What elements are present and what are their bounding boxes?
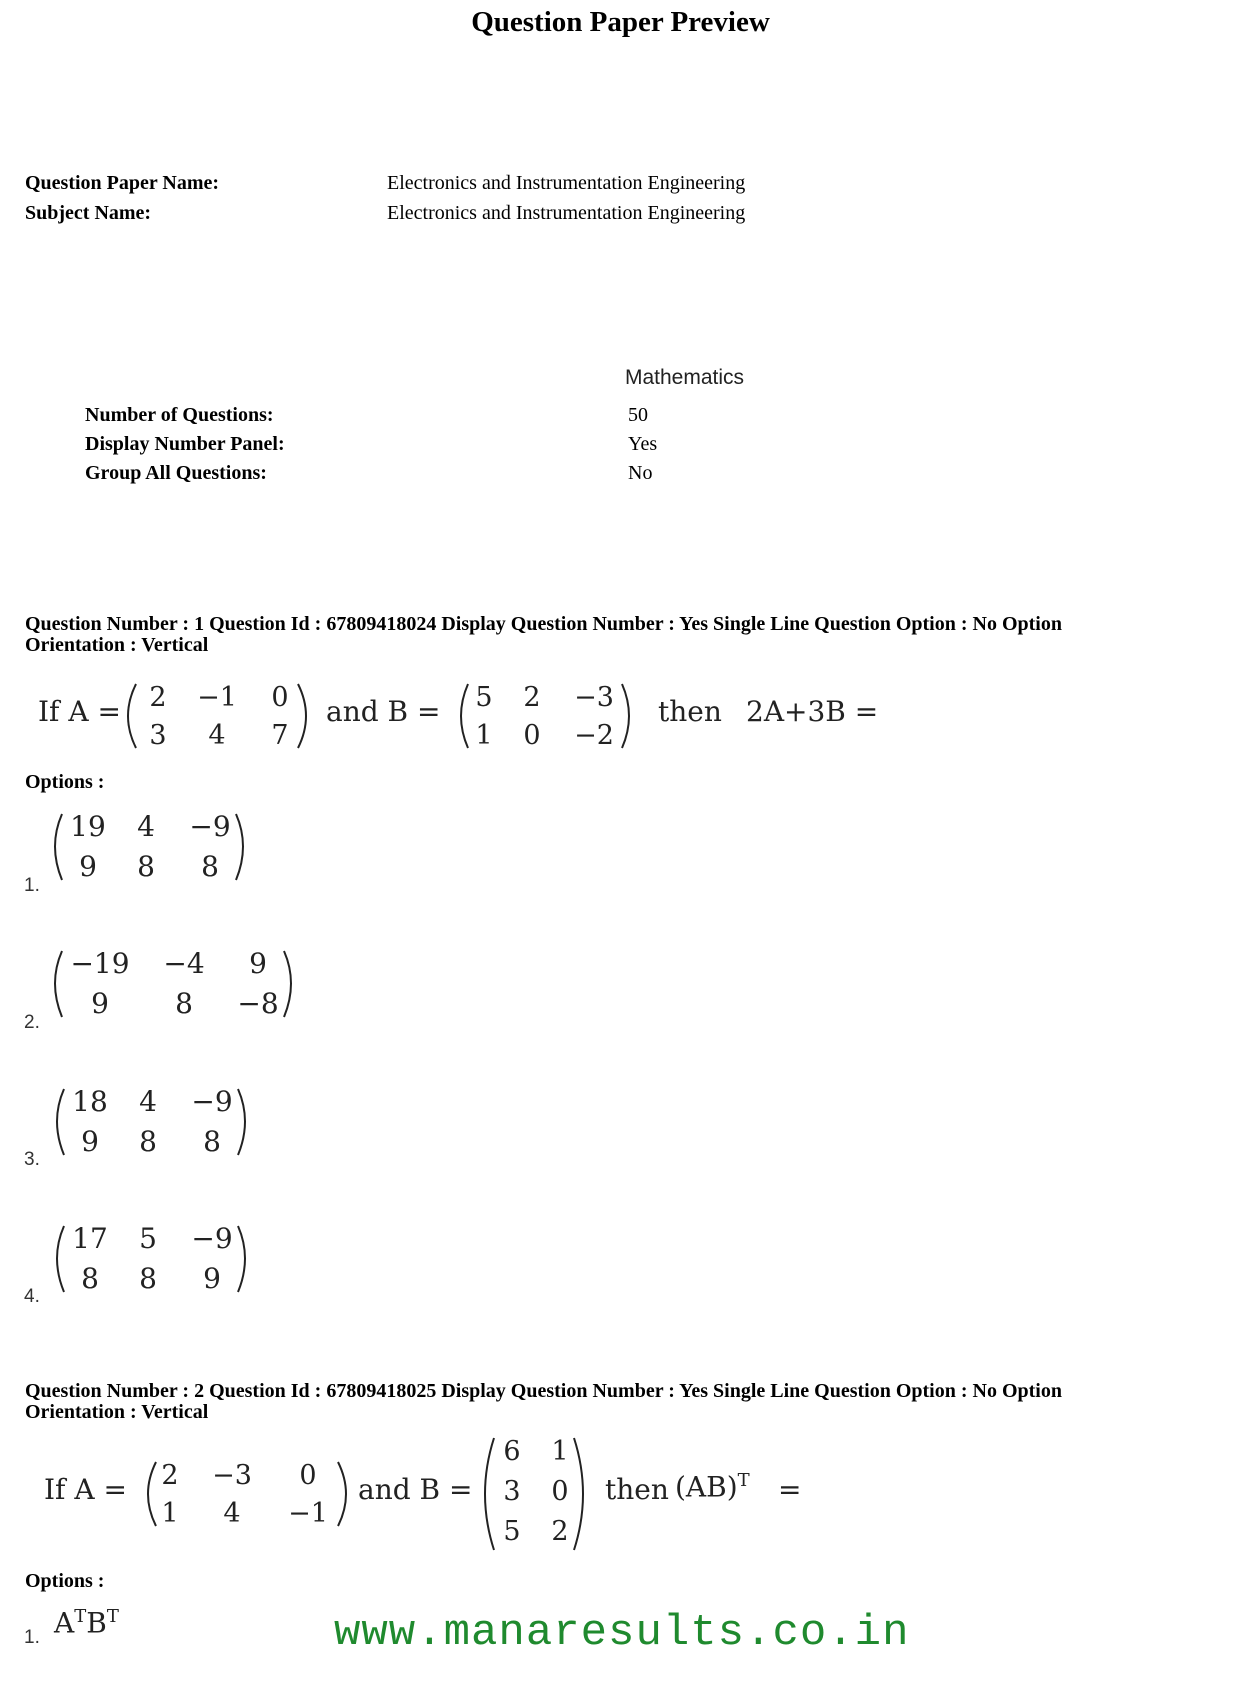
matrix-cell: 6 [503, 1436, 521, 1467]
display-panel-label: Display Number Panel: [85, 433, 285, 455]
question-1-options-label: Options : [25, 771, 105, 793]
question-2-matrix-a [142, 1456, 352, 1532]
matrix-cell: −1 [197, 682, 237, 713]
question-2-option-1-expression [54, 1606, 119, 1639]
matrix-cell: 0 [523, 720, 541, 751]
matrix-cell: 1 [551, 1436, 569, 1467]
left-paren [148, 1462, 156, 1526]
left-paren [55, 951, 62, 1017]
matrix-cell: 5 [475, 682, 493, 713]
right-paren [238, 1089, 245, 1155]
question-1-then-text: then [658, 695, 722, 728]
left-paren [55, 814, 62, 880]
matrix-cell: −3 [212, 1460, 252, 1491]
option-number: 4. [24, 1286, 40, 1307]
matrix-cell: 8 [137, 850, 155, 883]
matrix-cell: −9 [189, 810, 231, 843]
question-2-expression-sup: T [737, 1470, 750, 1491]
left-paren [128, 684, 136, 748]
question-2-expression [675, 1470, 750, 1503]
question-1-if-text: If A = [38, 695, 121, 728]
matrix-cell: 2 [551, 1516, 569, 1547]
subject-name-label: Subject Name: [25, 202, 152, 224]
right-paren [574, 1438, 583, 1550]
paper-name-value: Electronics and Instrumentation Engineering [387, 172, 746, 194]
matrix-cell: 8 [201, 850, 219, 883]
question-1-expression: 2A+3B = [746, 695, 879, 728]
matrix-cell: 9 [249, 947, 267, 980]
matrix-cell: 1 [161, 1498, 179, 1529]
question-1-and-text: and B = [326, 695, 441, 728]
question-2-header-line1: Question Number : 2 Question Id : 67809418025 Display Question Number : Yes Single Line Question Option : No Option [25, 1380, 1062, 1402]
question-2-matrix-b [480, 1432, 590, 1556]
right-paren [236, 814, 243, 880]
matrix-cell: −8 [237, 987, 279, 1020]
question-1-option-2-matrix [50, 945, 300, 1023]
option-base-b: B [86, 1606, 107, 1640]
left-paren [57, 1226, 64, 1292]
matrix-cell: 9 [91, 987, 109, 1020]
group-all-value: No [628, 462, 653, 484]
option-number: 1. [24, 875, 40, 896]
matrix-cell: 2 [149, 682, 167, 713]
question-2-if-text: If A = [44, 1473, 127, 1506]
matrix-cell: −9 [191, 1085, 233, 1118]
matrix-cell: 4 [208, 720, 226, 751]
matrix-cell: 8 [139, 1125, 157, 1158]
matrix-cell: 4 [223, 1498, 241, 1529]
left-paren [461, 684, 468, 748]
matrix-cell: 9 [203, 1262, 221, 1295]
question-2-equals: = [778, 1473, 802, 1506]
page-title: Question Paper Preview [471, 6, 770, 38]
question-1-option-1-matrix [50, 808, 250, 886]
matrix-cell: −2 [574, 720, 614, 751]
question-1-matrix-a [122, 678, 312, 754]
right-paren [284, 951, 291, 1017]
question-1-option-3-matrix [52, 1083, 252, 1161]
matrix-cell: 8 [139, 1262, 157, 1295]
matrix-cell: −1 [288, 1498, 328, 1529]
matrix-cell: 9 [79, 850, 97, 883]
left-paren [57, 1089, 64, 1155]
matrix-cell: 0 [299, 1460, 317, 1491]
paper-name-label: Question Paper Name: [25, 172, 220, 194]
section-name: Mathematics [625, 366, 745, 389]
question-2-then-text: then [605, 1473, 669, 1506]
right-paren [238, 1226, 245, 1292]
matrix-cell: 19 [70, 810, 106, 843]
left-paren [485, 1438, 494, 1550]
question-2-options-label: Options : [25, 1570, 105, 1592]
matrix-cell: 18 [72, 1085, 108, 1118]
matrix-cell: 8 [81, 1262, 99, 1295]
right-paren [622, 684, 629, 748]
subject-name-value: Electronics and Instrumentation Engineering [387, 202, 746, 224]
matrix-cell: −19 [70, 947, 130, 980]
question-1-option-4-matrix [52, 1220, 252, 1298]
question-2-and-text: and B = [358, 1473, 473, 1506]
question-1-matrix-b [456, 678, 636, 754]
matrix-cell: 3 [149, 720, 167, 751]
group-all-label: Group All Questions: [85, 462, 267, 484]
matrix-cell: 8 [175, 987, 193, 1020]
matrix-cell: 4 [137, 810, 155, 843]
matrix-cell: 17 [72, 1222, 108, 1255]
matrix-cell: 9 [81, 1125, 99, 1158]
matrix-cell: 2 [523, 682, 541, 713]
matrix-cell: 0 [551, 1476, 569, 1507]
num-questions-value: 50 [628, 404, 648, 426]
matrix-cell: 2 [161, 1460, 179, 1491]
matrix-cell: 5 [139, 1222, 157, 1255]
question-2-header [25, 1381, 1205, 1423]
matrix-cell: 8 [203, 1125, 221, 1158]
question-2-header-line2: Orientation : Vertical [25, 1401, 209, 1423]
matrix-cell: 7 [271, 720, 289, 751]
matrix-cell: −4 [163, 947, 205, 980]
matrix-cell: 5 [503, 1516, 521, 1547]
watermark: www.manaresults.co.in [334, 1608, 910, 1658]
question-2-expression-base: (AB) [675, 1470, 738, 1504]
matrix-cell: −9 [191, 1222, 233, 1255]
right-paren [298, 684, 306, 748]
option-sup-a: T [74, 1606, 87, 1627]
matrix-cell: 0 [271, 682, 289, 713]
matrix-cell: 1 [475, 720, 493, 751]
num-questions-label: Number of Questions: [85, 404, 274, 426]
option-number: 3. [24, 1149, 40, 1170]
matrix-cell: −3 [574, 682, 614, 713]
option-sup-b: T [106, 1606, 119, 1627]
option-number: 2. [24, 1012, 40, 1033]
question-1-header-line2: Orientation : Vertical [25, 634, 209, 656]
question-1-header-line1: Question Number : 1 Question Id : 67809418024 Display Question Number : Yes Single Line Question Option : No Option [25, 613, 1062, 635]
option-base-a: A [54, 1606, 75, 1640]
matrix-cell: 4 [139, 1085, 157, 1118]
option-number: 1. [24, 1627, 40, 1648]
right-paren [338, 1462, 346, 1526]
question-1-header [25, 614, 1205, 656]
display-panel-value: Yes [628, 433, 658, 455]
matrix-cell: 3 [503, 1476, 521, 1507]
